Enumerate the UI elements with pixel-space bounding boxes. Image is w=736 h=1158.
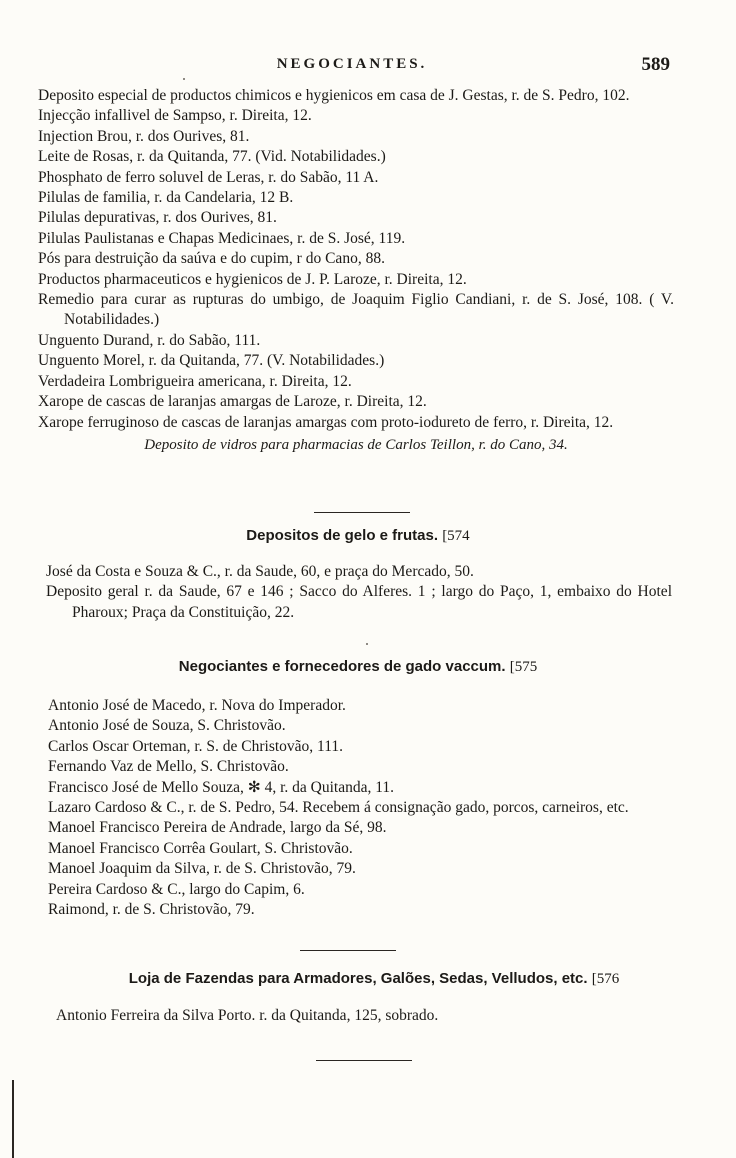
list-item: Pós para destruição da saúva e do cupim, r do Cano, 88. bbox=[38, 250, 385, 268]
section-number: [574 bbox=[442, 528, 470, 544]
list-item: Raimond, r. de S. Christovão, 79. bbox=[48, 901, 255, 919]
list-item: Pilulas de familia, r. da Candelaria, 12 B. bbox=[38, 189, 294, 207]
section-divider-dot bbox=[366, 643, 368, 645]
list-item: Injection Brou, r. dos Ourives, 81. bbox=[38, 127, 250, 145]
running-head: NEGOCIANTES. bbox=[276, 56, 428, 72]
section-title: Negociantes e fornecedores de gado vaccum. bbox=[178, 658, 506, 675]
list-item: Xarope de cascas de laranjas amargas de Laroze, r. Direita, 12. bbox=[38, 393, 427, 411]
section-cattle-dealers bbox=[48, 696, 674, 920]
section-divider bbox=[300, 950, 396, 951]
section-heading-576 bbox=[56, 970, 692, 988]
section-title: Loja de Fazendas para Armadores, Galões, Sedas, Velludos, etc. bbox=[128, 970, 588, 987]
list-item: Carlos Oscar Orteman, r. S. de Christovão, 111. bbox=[48, 737, 344, 755]
list-item: Fernando Vaz de Mello, S. Christovão. bbox=[48, 758, 289, 776]
list-item: Deposito geral r. da Saude, 67 e 146 ; Sacco do Alferes. 1 ; largo do Paço, 1, embaixo do Hotel Pharoux; Praça da Constituição, 22. bbox=[46, 583, 672, 621]
list-item: Antonio Ferreira da Silva Porto. r. da Quitanda, 125, sobrado. bbox=[56, 1007, 439, 1024]
list-item: Deposito especial de productos chimicos e hygienicos em casa de J. Gestas, r. de S. Pedro, 102. bbox=[38, 87, 630, 104]
deposit-note: Deposito de vidros para pharmacias de Carlos Teillon, r. do Cano, 34. bbox=[144, 436, 568, 453]
section-heading-575 bbox=[40, 658, 676, 676]
list-item: Phosphato de ferro soluvel de Leras, r. do Sabão, 11 A. bbox=[38, 168, 379, 186]
list-item: Unguento Durand, r. do Sabão, 111. bbox=[38, 331, 261, 349]
list-item: Pereira Cardoso & C., largo do Capim, 6. bbox=[48, 880, 305, 898]
list-item: Productos pharmaceuticos e hygienicos de J. P. Laroze, r. Direita, 12. bbox=[38, 270, 467, 288]
section-heading-574 bbox=[40, 527, 676, 545]
section-fabric-shop bbox=[56, 1006, 676, 1026]
list-item: Lazaro Cardoso & C., r. de S. Pedro, 54. Recebem á consignação gado, porcos, carneiros, etc. bbox=[48, 799, 629, 817]
section-number: [575 bbox=[509, 659, 538, 675]
list-item: Pilulas depurativas, r. dos Ourives, 81. bbox=[38, 209, 277, 227]
list-item: Verdadeira Lombrigueira americana, r. Direita, 12. bbox=[38, 372, 352, 390]
list-item: Manoel Francisco Pereira de Andrade, largo da Sé, 98. bbox=[48, 819, 387, 837]
list-item: José da Costa e Souza & C., r. da Saude, 60, e praça do Mercado, 50. bbox=[46, 563, 474, 580]
list-item: Leite de Rosas, r. da Quitanda, 77. (Vid. Notabilidades.) bbox=[38, 148, 386, 166]
list-item: Pilulas Paulistanas e Chapas Medicinaes, r. de S. José, 119. bbox=[38, 229, 406, 247]
list-item: Injecção infallivel de Sampso, r. Direita, 12. bbox=[38, 107, 312, 125]
section-divider bbox=[314, 512, 410, 513]
list-item: Xarope ferruginoso de cascas de laranjas amargas com proto-iodureto de ferro, r. Direita, 12. bbox=[38, 413, 614, 431]
list-item: Unguento Morel, r. da Quitanda, 77. (V. Notabilidades.) bbox=[38, 352, 385, 370]
list-item: Antonio José de Souza, S. Christovão. bbox=[48, 717, 286, 735]
list-item: Manoel Francisco Corrêa Goulart, S. Christovão. bbox=[48, 839, 353, 857]
print-speck bbox=[183, 78, 185, 80]
list-item: Manoel Joaquim da Silva, r. de S. Christovão, 79. bbox=[48, 860, 356, 878]
section-number: [576 bbox=[591, 971, 620, 987]
section-title: Depositos de gelo e frutas. bbox=[246, 527, 439, 544]
page-number: 589 bbox=[641, 54, 670, 75]
section-divider bbox=[316, 1060, 412, 1061]
section-pharmaceuticals bbox=[38, 86, 674, 455]
margin-scan-line bbox=[12, 1080, 14, 1158]
section-ice-fruit bbox=[46, 562, 672, 623]
list-item: Francisco José de Mello Souza, ✻ 4, r. da Quitanda, 11. bbox=[48, 778, 395, 796]
list-item: Remedio para curar as rupturas do umbigo, de Joaquim Figlio Candiani, r. de S. José, 108. ( V. Notabilidades.) bbox=[38, 291, 674, 329]
list-item: Antonio José de Macedo, r. Nova do Imperador. bbox=[48, 697, 346, 714]
